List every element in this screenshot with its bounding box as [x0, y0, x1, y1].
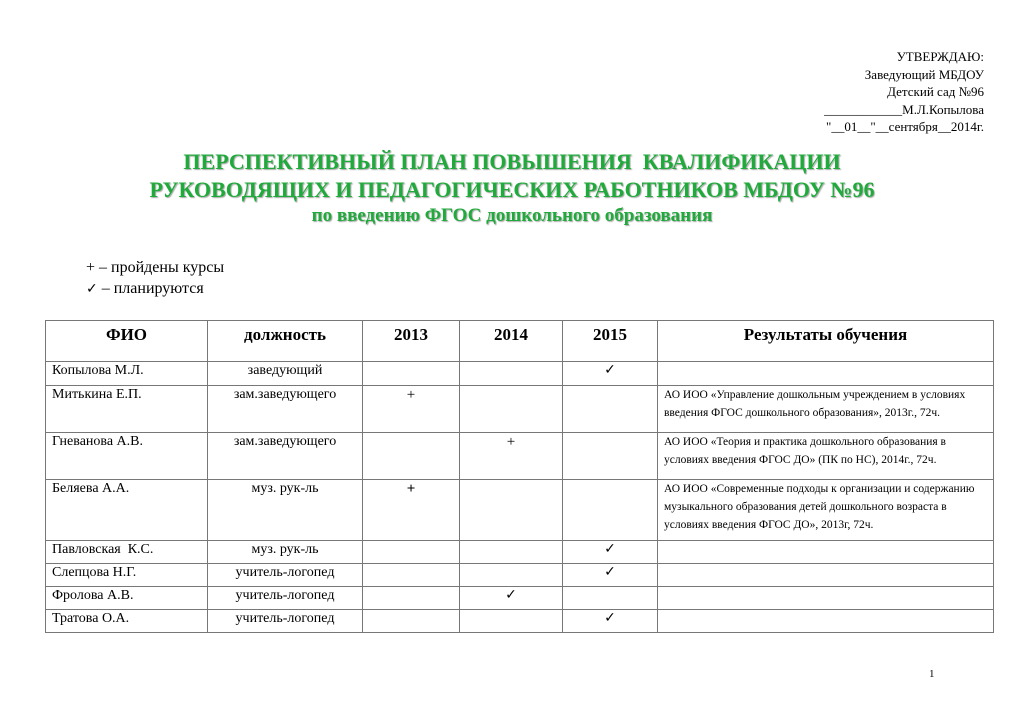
cell-name: Павловская К.С.	[46, 541, 208, 564]
approval-heading: УТВЕРЖДАЮ:	[896, 49, 984, 64]
cell-2014	[460, 480, 563, 541]
legend-planned-text: – планируются	[97, 280, 204, 297]
legend-item-planned	[86, 278, 224, 299]
approval-date: "__01__"__сентября__2014г.	[826, 119, 984, 134]
cell-2015	[563, 386, 658, 433]
cell-2013	[363, 433, 460, 480]
legend-completed-text: – пройдены курсы	[95, 259, 225, 276]
cell-2014	[460, 362, 563, 386]
cell-2014	[460, 610, 563, 633]
cell-2013	[363, 610, 460, 633]
cell-result	[658, 362, 994, 386]
checkmark-icon: ✓	[604, 610, 616, 626]
cell-2014	[460, 386, 563, 433]
cell-position: учитель-логопед	[208, 587, 363, 610]
checkmark-icon: ✓	[86, 281, 98, 297]
table-row	[46, 587, 994, 610]
table-row	[46, 564, 994, 587]
page-number: 1	[929, 668, 935, 680]
cell-position: учитель-логопед	[208, 610, 363, 633]
cell-position: зам.заведующего	[208, 433, 363, 480]
approval-org: Детский сад №96	[887, 84, 984, 99]
cell-result	[658, 610, 994, 633]
cell-2015	[563, 433, 658, 480]
cell-2013	[363, 362, 460, 386]
cell-2013	[363, 587, 460, 610]
cell-name: Копылова М.Л.	[46, 362, 208, 386]
cell-name: Слепцова Н.Г.	[46, 564, 208, 587]
cell-name: Беляева А.А.	[46, 480, 208, 541]
cell-result	[658, 564, 994, 587]
table-header-row	[46, 321, 994, 362]
plus-icon: +	[406, 481, 416, 497]
title-line-3: по введению ФГОС дошкольного образования	[311, 205, 713, 226]
checkmark-icon: ✓	[604, 564, 616, 580]
table-row	[46, 541, 994, 564]
table-row	[46, 362, 994, 386]
header-2015: 2015	[563, 321, 658, 362]
cell-result: АО ИОО «Теория и практика дошкольного образования в условиях введения ФГОС ДО» (ПК по НС), 2014г., 72ч.	[658, 433, 994, 480]
approval-block	[824, 48, 984, 136]
cell-position: учитель-логопед	[208, 564, 363, 587]
header-results: Результаты обучения	[658, 321, 994, 362]
table-row	[46, 610, 994, 633]
cell-2014	[460, 564, 563, 587]
cell-name: Фролова А.В.	[46, 587, 208, 610]
cell-position: муз. рук-ль	[208, 480, 363, 541]
title-line-2: РУКОВОДЯЩИХ И ПЕДАГОГИЧЕСКИХ РАБОТНИКОВ МБДОУ №96	[149, 177, 875, 202]
cell-result: АО ИОО «Современные подходы к организации и содержанию музыкального образования детей дошкольного возраста в условиях введения ФГОС ДО», 2013г, 72ч.	[658, 480, 994, 541]
cell-position: зам.заведующего	[208, 386, 363, 433]
checkmark-icon: ✓	[505, 587, 517, 603]
cell-result	[658, 541, 994, 564]
checkmark-icon: ✓	[604, 362, 616, 378]
title-line-1: ПЕРСПЕКТИВНЫЙ ПЛАН ПОВЫШЕНИЯ КВАЛИФИКАЦИИ	[183, 149, 841, 174]
cell-result: АО ИОО «Управление дошкольным учреждением в условиях введения ФГОС дошкольного образования», 2013г., 72ч.	[658, 386, 994, 433]
cell-position: заведующий	[208, 362, 363, 386]
plus-icon: +	[406, 387, 416, 403]
header-name: ФИО	[46, 321, 208, 362]
table-row	[46, 386, 994, 433]
cell-name: Тратова О.А.	[46, 610, 208, 633]
cell-2014	[460, 541, 563, 564]
document-title	[0, 148, 1024, 228]
checkmark-icon: ✓	[604, 541, 616, 557]
approval-position: Заведующий МБДОУ	[864, 66, 984, 82]
legend	[86, 257, 224, 299]
cell-2013	[363, 564, 460, 587]
cell-name: Митькина Е.П.	[46, 386, 208, 433]
header-2013: 2013	[363, 321, 460, 362]
approval-signature: ____________М.Л.Копылова	[824, 101, 984, 117]
cell-name: Гневанова А.В.	[46, 433, 208, 480]
plus-icon: +	[506, 434, 516, 450]
header-2014: 2014	[460, 321, 563, 362]
plus-icon: +	[86, 259, 96, 276]
legend-item-completed	[86, 257, 224, 278]
header-position: должность	[208, 321, 363, 362]
cell-2015	[563, 587, 658, 610]
table-row	[46, 433, 994, 480]
training-plan-table	[45, 320, 994, 633]
cell-result	[658, 587, 994, 610]
cell-2013	[363, 541, 460, 564]
table-row	[46, 480, 994, 541]
cell-position: муз. рук-ль	[208, 541, 363, 564]
cell-2015	[563, 480, 658, 541]
